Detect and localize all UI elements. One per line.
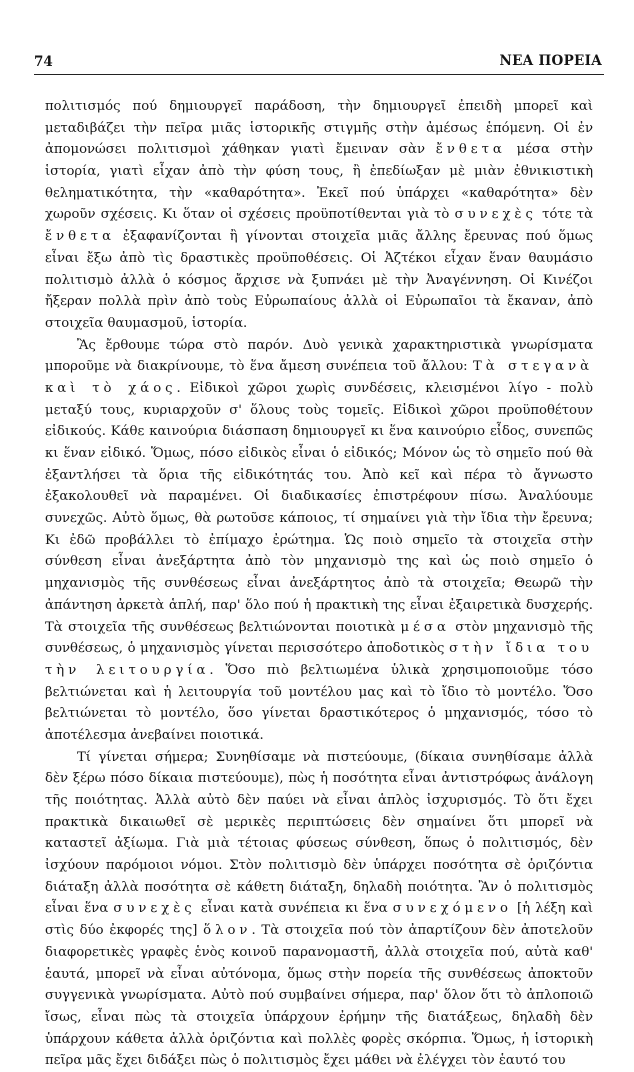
page-header [34,52,604,75]
emphasized-spaced-text: συνεχὲς [113,901,196,917]
paragraph-text: [ἡ λέξη καὶ στὶς δύο ἐκφορές της] [45,901,594,939]
emphasized-spaced-text: συνεχὲς [454,207,537,223]
emphasized-spaced-text: ἔνθετα [435,142,506,158]
paragraph [45,335,593,747]
emphasized-spaced-text: ἔνθετα [45,229,116,245]
paragraph-text: τότε τὰ [536,207,593,223]
emphasized-spaced-text: Τὰ στεγανὰ καὶ τὸ χάος [45,359,593,396]
paragraph [45,747,593,1072]
emphasized-spaced-text: συνεχόμενο [392,901,512,917]
running-title: ΝΕΑ ΠΟΡΕΙΑ [499,53,602,69]
emphasized-spaced-text: στὴν ἴδια του τὴν λειτουργία [45,641,593,678]
paragraph-text: ἐξαφανίζονται ἢ γίνονται στοιχεῖα μιᾶς ἄλλης ἔρευνας πού ὅμως εἶναι ἔξω ἀπὸ τὶς δραστικὲς προϋποθέσεις. Οἱ Ἀζτέκοι εἶχαν ἕναν θαυμάσιο πολιτισμὸ ἀλλὰ ὁ κόσμος ἄρχισε νὰ ξυπνάει μὲ τὴν Ἀναγέννηση. Οἱ Κινέζοι ἤξεραν πολλὰ πρὶν ἀπὸ τοὺς Εὐρωπαίους ἀλλὰ οἱ Εὐρωπαῖοι τὰ ἔκαναν, ἀπὸ στοιχεῖα θαυμασμοῦ, ἱστορία. [45,229,593,331]
paragraph-text: στὸν μηχανισμὸ τῆς συνθέσεως, ὁ μηχανισμὸς γίνεται περισσότερο ἀποδοτικὸς [45,619,593,657]
page-number: 74 [34,54,53,70]
paragraph-text: Τί γίνεται σήμερα; Συνηθίσαμε νὰ πιστεύουμε, (δίκαια συνηθίσαμε ἀλλὰ δὲν ξέρω πόσο δίκαια πιστεύουμε), πὼς ἡ ποσότητα εἶναι ἀντιστρόφως ἀνάλογη τῆς ποιότητας. Ἀλλὰ αὐτὸ δὲν παύει νὰ εἶναι ἁπλὸς ἰσχυρισμός. Τὸ ὅτι ἔχει πρακτικὰ δικαιωθεῖ σὲ μερικὲς περιπτώσεις δὲν σημαίνει ὅτι μπορεῖ νὰ καταστεῖ ἀξίωμα. Γιὰ μιὰ τέτοιας φύσεως σύνθεση, ὅπως ὁ πολιτισμός, δὲν ἰσχύουν παρόμοιοι νόμοι. Στὸν πολιτισμὸ δὲν ὑπάρχει ποσότητα σὲ ὁριζόντια διάταξη ἀλλὰ ποσότητα σὲ κάθετη διάταξη, δηλαδὴ ποιότητα. Ἂν ὁ πολιτισμὸς εἶναι ἕνα [45,749,593,917]
emphasized-spaced-text: μέσα [400,619,450,635]
paragraph-text: . Τὰ στοιχεῖα πού τὸν ἀπαρτίζουν δὲν ἀποτελοῦν διαφορετικὲς γραφὲς ἑνὸς κοινοῦ παρανομαστῆ, ἀλλὰ στοιχεῖα πού, αὐτὰ καθ' ἑαυτά, μπορεῖ νὰ εἶναι αὐτόνομα, ὅμως στὴν πορεία τῆς συνθέσεως ἀποκτοῦν συγγενικὰ γνωρίσματα. Αὐτὸ πού συμβαίνει σήμερα, παρ' ὅλον ὅτι τὸ ἀπλοποιῶ ἴσως, εἶναι πὼς τὰ στοιχεῖα ὑπάρχουν ἐρήμην τῆς διατάξεως, δηλαδὴ δὲν ὑπάρχουν κάθετα ἀλλὰ ὁριζόντια καὶ πολλὲς φορὲς σκόρπια. Ὅμως, ἡ ἱστορικὴ πεῖρα μᾶς ἔχει διδάξει πὼς ὁ πολιτισμὸς ἔχει μάθει νὰ ἐλέγχει τὸν ἑαυτό του [45,923,593,1069]
paragraph-text: . Ὅσο πιὸ βελτιωμένα ὑλικὰ χρησιμοποιοῦμε τόσο βελτιώνεται καὶ ἡ λειτουργία τοῦ μοντέλου μας καὶ τὸ ἴδιο τὸ μοντέλο. Ὅσο βελτιώνεται τὸ μοντέλο, ὅσο γίνεται δραστικότερος ὁ μηχανισμός, τόσο τὸ ἀποτέλεσμα ἀνεβαίνει ποιοτικά. [45,662,593,743]
paragraph-text: Ἂς ἔρθουμε τώρα στὸ παρόν. Δυὸ γενικὰ χαρακτηριστικὰ γνωρίσματα μποροῦμε νὰ διακρίνουμε, τὸ ἕνα ἄμεση συνέπεια τοῦ ἄλλου: [45,337,593,375]
paragraph [45,96,593,335]
paragraph-text: μέσα στὴν ἱστορία, γιατὶ εἶχαν ἀπὸ τὴν φύση τους, ἢ ἐπεδίωξαν μὲ μιὰν ἐθνικιστικὴ θεληματικότητα, τὴν «καθαρότητα». Ἐκεῖ πού ὑπάρχει «καθαρότητα» δὲν χωροῦν σχέσεις. Κι ὅταν οἱ σχέσεις προϋποτίθενται γιὰ τὸ [45,142,593,223]
paragraph-text: . Εἰδικοὶ χῶροι χωρὶς συνδέσεις, κλεισμένοι λίγο - πολὺ μεταξύ τους, κυριαρχοῦν σ' ὅλους τοὺς τομεῖς. Εἰδικοὶ χῶροι προϋποθέτουν εἰδικούς. Κάθε καινούρια διάσπαση δημιουργεῖ κι ἕνα καινούριο εἶδος, συνεπῶς κι ἕναν εἰδικό. Ὅμως, πόσο εἰδικὸς εἶναι ὁ εἰδικός; Μόνον ὡς τὸ σημεῖο πού θὰ ἐξαντλήσει τὰ ὅρια τῆς εἰδικότητάς του. Ἀπὸ κεῖ καὶ πέρα τὸ ἄγνωστο ἐξακολουθεῖ νὰ παραμένει. Οἱ διαδικασίες ἐπιστρέφουν πίσω. Ἀναλύουμε συνεχῶς. Αὐτὸ ὅμως, θὰ ρωτοῦσε κάποιος, τί σημαίνει γιὰ τὴν ἴδια τὴν ἔρευνα; Κι ἐδῶ προβάλλει τὸ ἐπίμαχο ἐρώτημα. Ὡς ποιὸ σημεῖο τὰ στοιχεῖα στὴν σύνθεση εἶναι ἀνεξάρτητα ἀπὸ τὸν μηχανισμὸ της καὶ ὡς ποιὸ σημεῖο ὁ μηχανισμὸς τῆς συνθέσεως εἶναι ἀνεξάρτητος ἀπὸ τὰ στοιχεῖα; Θεωρῶ τὴν ἀπάντηση ἀρκετὰ ἁπλή, παρ' ὅλο πού ἡ πρακτικὴ της εἶναι ἐξαιρετικὰ δυσχερής. Τὰ στοιχεῖα τῆς συνθέσεως βελτιώνονται ποιοτικὰ [45,380,593,635]
body-text [45,96,593,1072]
emphasized-spaced-text: ὅλον [203,923,252,939]
paragraph-text: εἶναι κατὰ συνέπεια κι ἕνα [195,901,393,917]
paragraph-text: πολιτισμός πού δημιουργεῖ παράδοση, τὴν δημιουργεῖ ἐπειδὴ μπορεῖ καὶ μεταδιβάζει τὴν πεῖρα μιᾶς ἱστορικῆς στιγμῆς στὴν ἀμέσως ἑπόμενη. Οἱ ἐν ἀπομονώσει πολιτισμοὶ χάθηκαν γιατὶ ἔμειναν σὰν [45,99,593,158]
